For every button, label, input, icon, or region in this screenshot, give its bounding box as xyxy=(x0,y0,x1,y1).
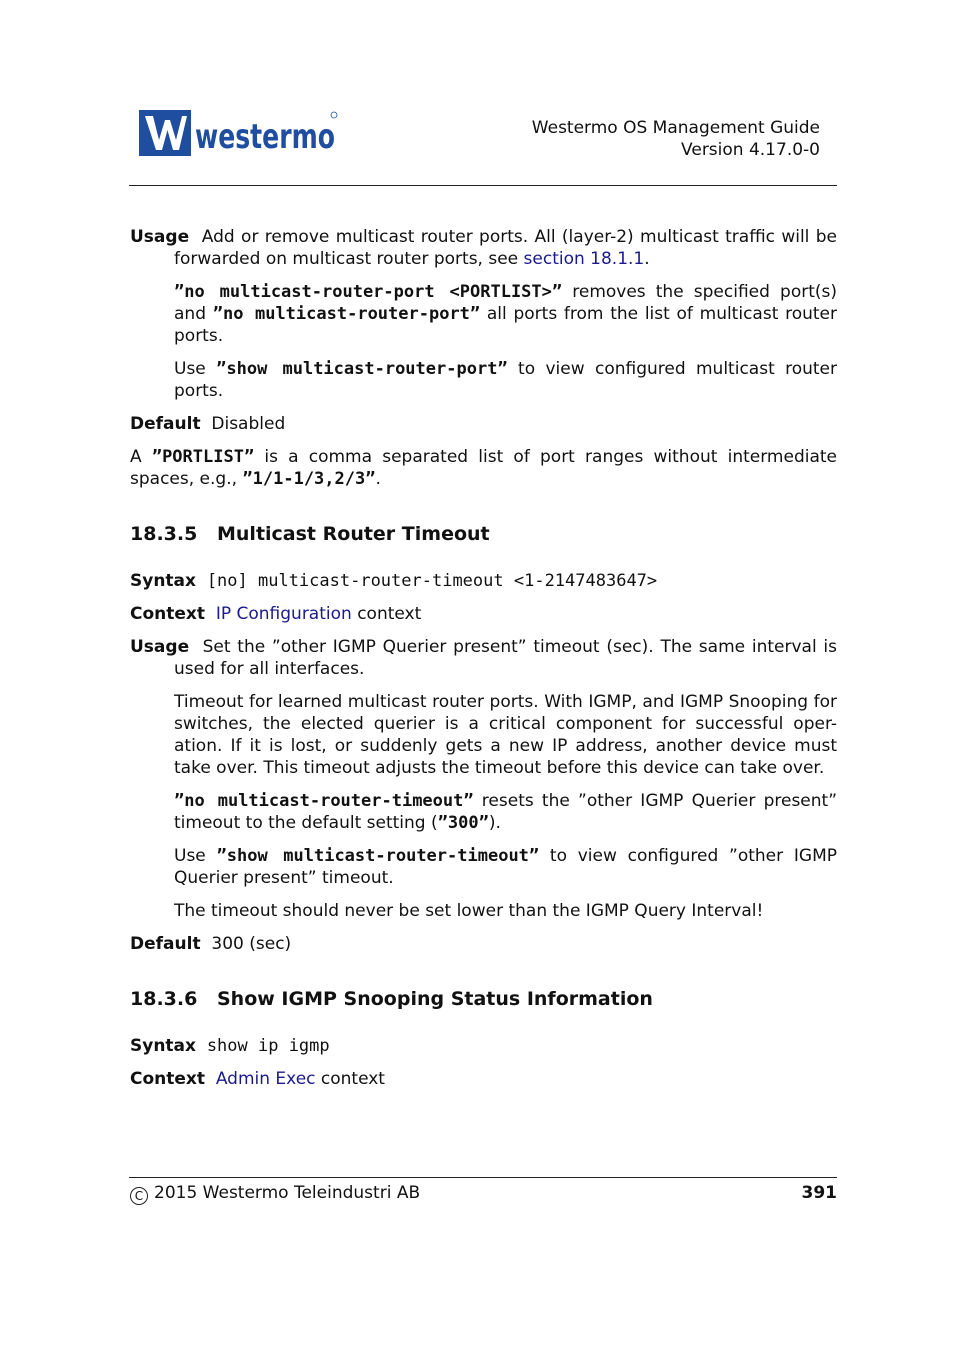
command: ”no multicast-router-port <PORTLIST>” xyxy=(174,282,563,302)
syntax-paragraph xyxy=(130,1035,837,1057)
text: Use xyxy=(174,846,217,866)
default-paragraph xyxy=(130,933,837,955)
default-paragraph xyxy=(130,413,837,435)
context-link[interactable]: Admin Exec xyxy=(215,1069,316,1089)
section-heading xyxy=(130,522,837,546)
footer-rule xyxy=(129,1177,837,1178)
section-title: Multicast Router Timeout xyxy=(217,523,490,545)
command: ”show multicast-router-timeout” xyxy=(216,846,540,866)
section-heading xyxy=(130,987,837,1011)
text: . xyxy=(375,469,381,489)
text: to view configured ”other IGMP Querier present” timeout. xyxy=(174,846,837,888)
timeout-warning: The timeout should never be set lower than the IGMP Query Interval! xyxy=(174,901,764,921)
text: context xyxy=(351,604,422,624)
context-paragraph xyxy=(130,603,837,625)
context-label: Context xyxy=(130,1069,206,1089)
show-router-port-paragraph xyxy=(130,358,837,402)
example: ”1/1-1/3,2/3” xyxy=(242,469,376,489)
usage-paragraph xyxy=(130,636,837,680)
usage-paragraph xyxy=(130,226,837,270)
context-paragraph xyxy=(130,1068,837,1090)
text: context xyxy=(315,1069,385,1089)
portlist-paragraph xyxy=(130,446,837,490)
no-router-port-paragraph xyxy=(130,281,837,347)
copyright-text: 2015 Westermo Teleindustri AB xyxy=(154,1183,421,1203)
section-number: 18.3.6 xyxy=(130,988,198,1010)
syntax-label: Syntax xyxy=(130,571,196,591)
header-rule xyxy=(129,185,837,186)
section-link[interactable]: section 18.1.1 xyxy=(523,249,645,269)
text: to view configured multicast router ports. xyxy=(174,359,838,401)
usage-text: Set the ”other IGMP Querier present” timeout (sec). The same interval is used for all interfaces. xyxy=(174,637,838,679)
usage-text-end: . xyxy=(644,249,650,269)
command: ”no multicast-router-timeout” xyxy=(174,791,474,811)
default-value: Disabled xyxy=(211,414,286,434)
default-value: ”300” xyxy=(437,813,489,833)
text: resets the ”other IGMP Querier present” timeout to the default setting ( xyxy=(174,791,838,833)
default-label: Default xyxy=(130,934,201,954)
document-title: Westermo OS Management Guide xyxy=(531,118,820,138)
document-version: Version 4.17.0-0 xyxy=(681,140,820,160)
text: Use xyxy=(174,359,217,379)
show-timeout-paragraph xyxy=(130,845,837,889)
text: A xyxy=(130,447,152,467)
text: removes the specified port(s) and xyxy=(174,282,837,324)
copyright-icon: C xyxy=(130,1187,148,1205)
page-number: 391 xyxy=(801,1183,837,1203)
syntax-label: Syntax xyxy=(130,1036,196,1056)
command: ”no multicast-router-port” xyxy=(212,304,481,324)
logo-wordmark: westermo xyxy=(195,117,335,157)
context-label: Context xyxy=(130,604,206,624)
timeout-description: Timeout for learned multicast router ports. With IGMP, and IGMP Snooping for switches, the elected querier is a critical component for successful oper-ation. If it is lost, or suddenly gets a new IP address, another device must take over. This timeout adjusts the timeout before this device can take over. xyxy=(174,692,837,778)
usage-label: Usage xyxy=(130,637,190,657)
text: all ports from the list of multicast router ports. xyxy=(174,304,837,346)
footer-copyright xyxy=(130,1182,420,1205)
default-value: 300 (sec) xyxy=(211,934,292,954)
usage-text: Add or remove multicast router ports. All (layer-2) multicast traffic will be forwarded on multicast router ports, see xyxy=(174,227,837,269)
section-number: 18.3.5 xyxy=(130,523,198,545)
text: ). xyxy=(488,813,501,833)
section-title: Show IGMP Snooping Status Information xyxy=(217,988,653,1010)
westermo-logo xyxy=(139,110,339,158)
context-link[interactable]: IP Configuration xyxy=(215,604,352,624)
document-header xyxy=(532,117,820,161)
syntax-paragraph xyxy=(130,570,837,592)
no-timeout-paragraph xyxy=(130,790,837,834)
command: ”show multicast-router-port” xyxy=(216,359,508,379)
syntax-value: show ip igmp xyxy=(206,1036,330,1056)
syntax-value: [no] multicast-router-timeout <1-2147483647> xyxy=(206,571,658,591)
default-label: Default xyxy=(130,414,201,434)
text: is a comma separated list of port ranges without intermediate spaces, e.g., xyxy=(130,447,837,489)
usage-label: Usage xyxy=(130,227,190,247)
page-content xyxy=(130,226,837,1090)
command: ”PORTLIST” xyxy=(151,447,255,467)
